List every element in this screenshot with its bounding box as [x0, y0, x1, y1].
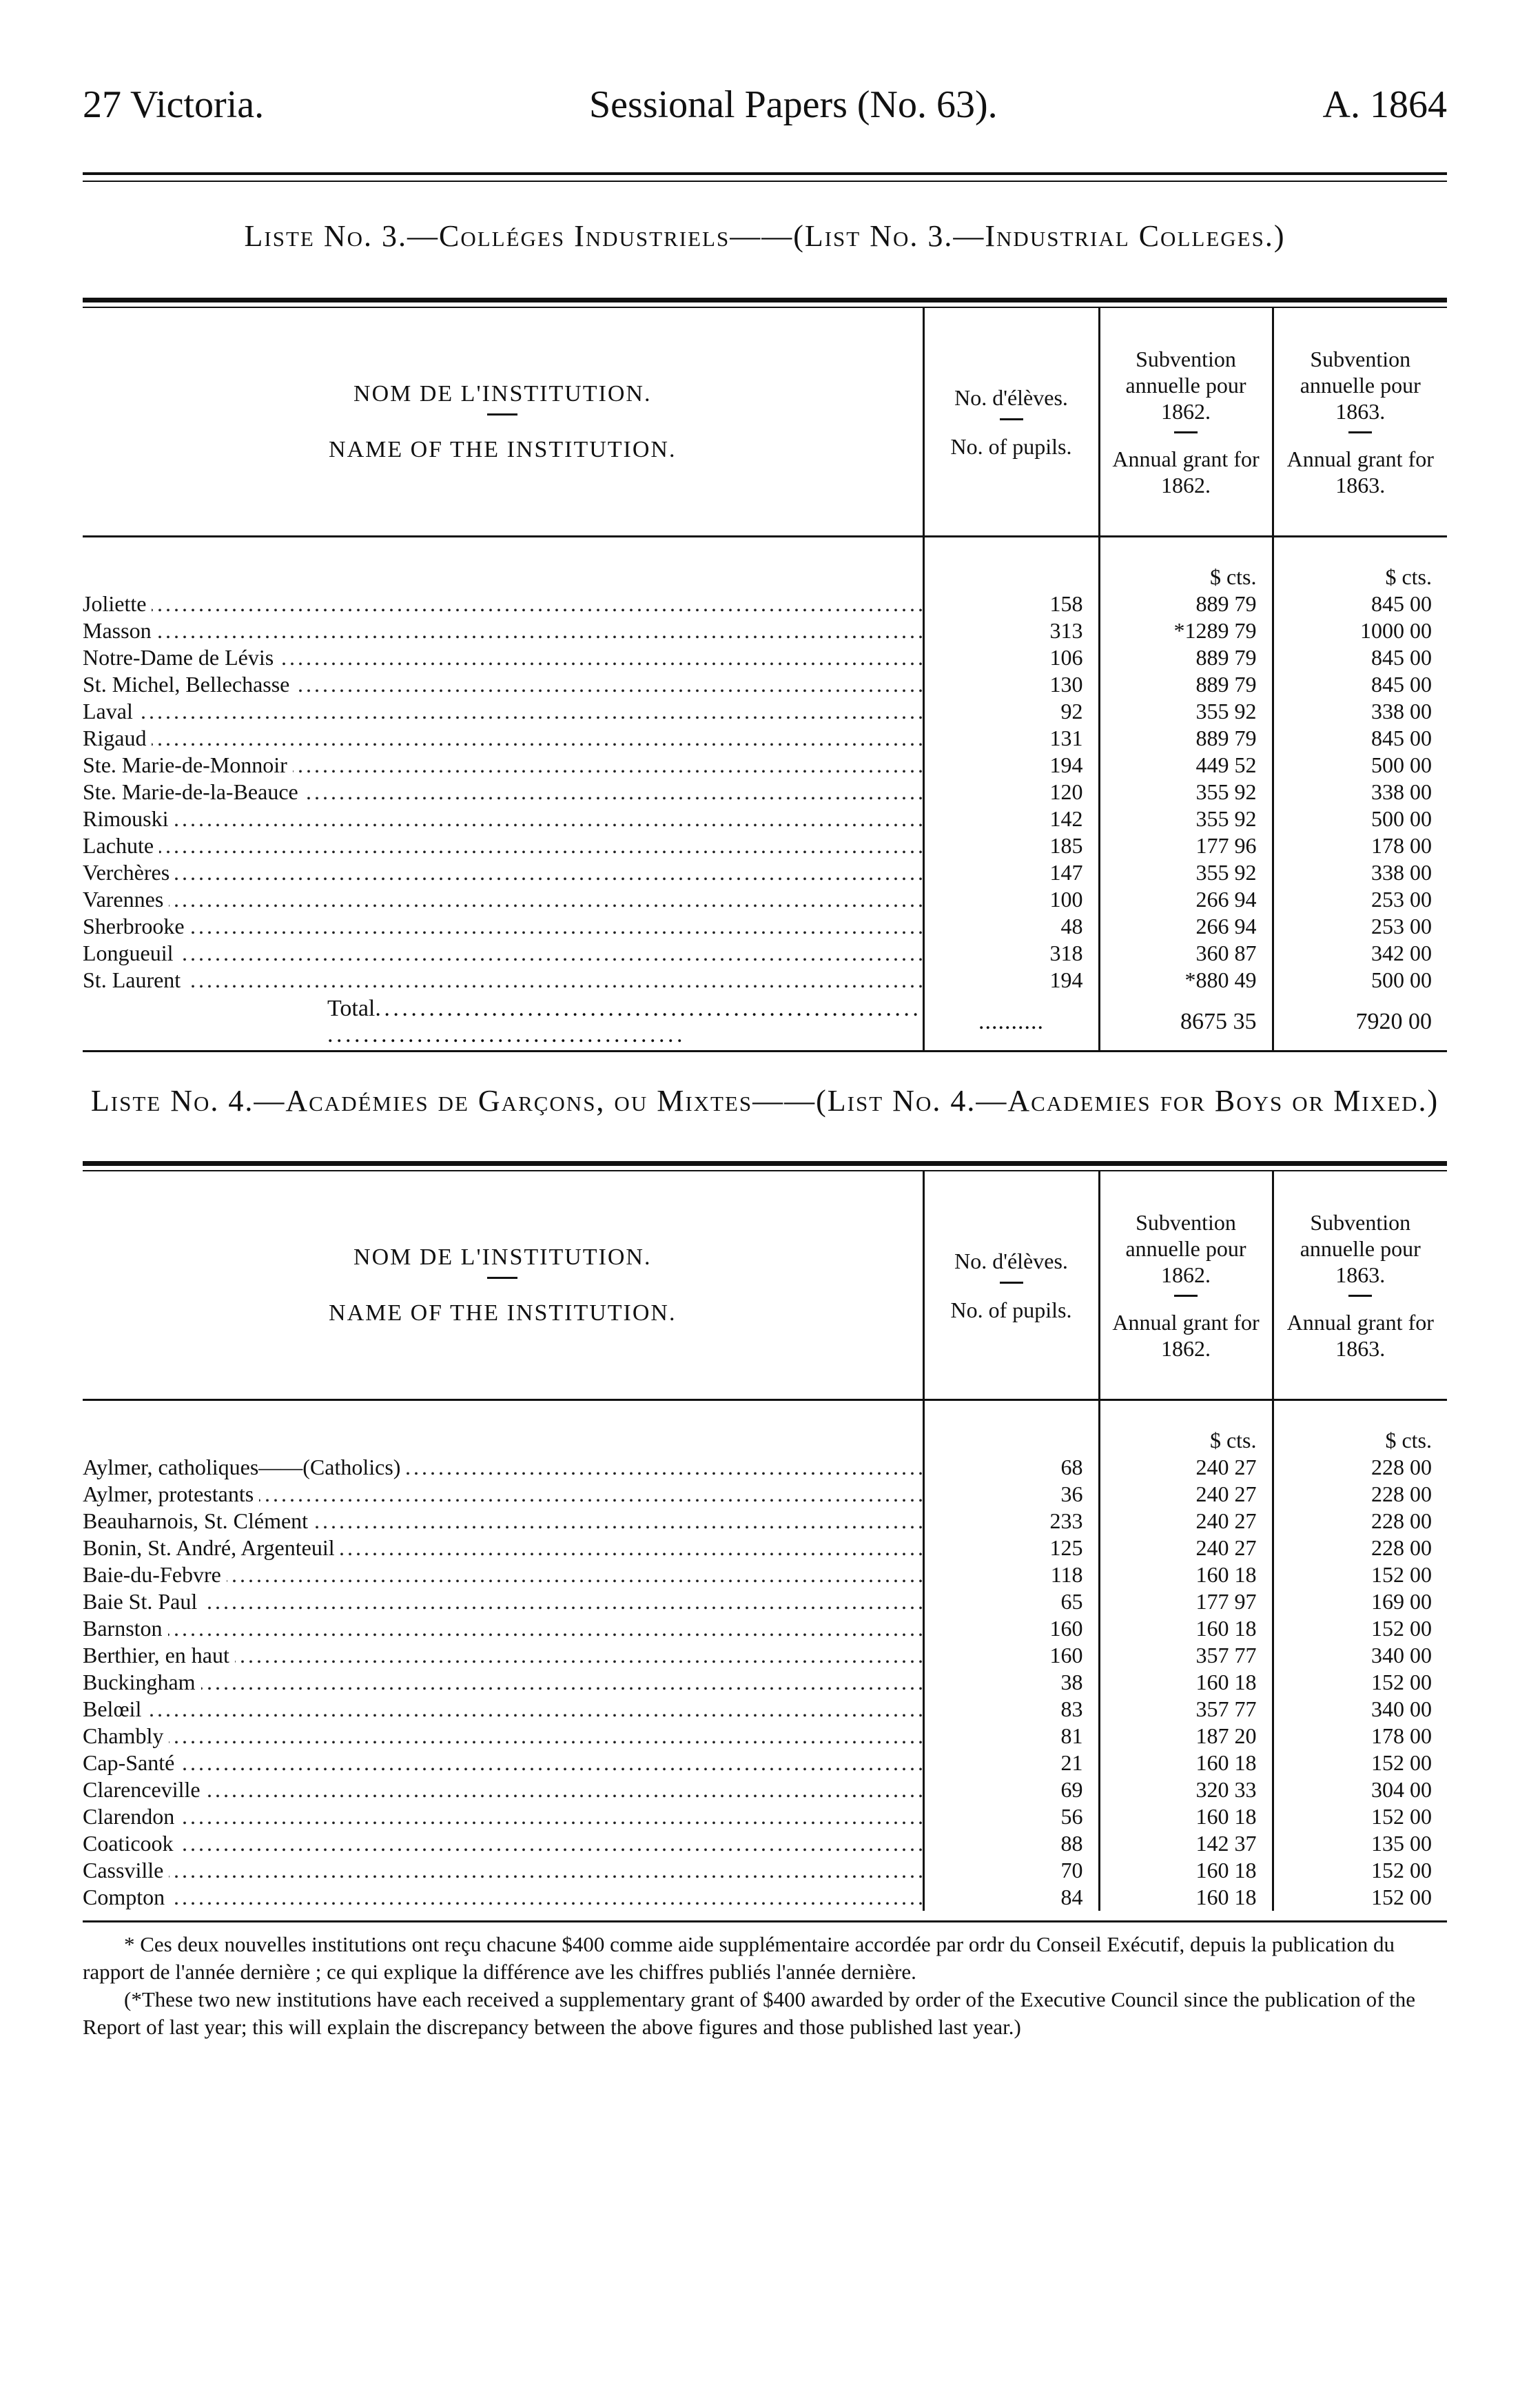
pupils-column-header — [923, 1171, 1099, 1400]
table-row — [83, 779, 1447, 806]
table-row — [83, 1454, 1447, 1481]
pupil-count: 36 — [923, 1481, 1099, 1508]
pupil-count: 185 — [923, 832, 1099, 859]
table-row — [83, 832, 1447, 859]
grant-1862: 320 33 — [1099, 1776, 1273, 1803]
grant-1863: 253 00 — [1273, 913, 1447, 940]
institution-name: Masson . . . — [83, 617, 923, 644]
pupil-count: 68 — [923, 1454, 1099, 1481]
grant-1862: 142 37 — [1099, 1830, 1273, 1857]
table-row — [83, 913, 1447, 940]
grant-1862: 240 27 — [1099, 1481, 1273, 1508]
units-row — [83, 537, 1447, 591]
grant-1862: 177 96 — [1099, 832, 1273, 859]
institution-name: Clarendon . . . — [83, 1803, 923, 1830]
name-column-header — [83, 1171, 923, 1400]
table-row — [83, 725, 1447, 752]
unit-label: $ cts. — [1099, 537, 1273, 591]
list3-title: Liste No. 3.—Colléges Industriels——(List No. 3.—Industrial Colleges.) — [244, 219, 1286, 253]
grant-1862: 889 79 — [1099, 671, 1273, 698]
name-header-en: NAME OF THE INSTITUTION. — [329, 1300, 677, 1326]
table-row — [83, 752, 1447, 779]
grant-1862: *880 49 — [1099, 967, 1273, 994]
grant-1862: 160 18 — [1099, 1561, 1273, 1588]
pupil-count: 38 — [923, 1669, 1099, 1696]
grant-1862: 240 27 — [1099, 1454, 1273, 1481]
table-row — [83, 1776, 1447, 1803]
grant-1863: 152 00 — [1273, 1561, 1447, 1588]
list3-top-rule — [83, 298, 1447, 308]
grant-1862: 177 97 — [1099, 1588, 1273, 1615]
institution-name: Baie-du-Febvre . . . — [83, 1561, 923, 1588]
institution-name: Rigaud . . . — [83, 725, 923, 752]
grant-1863: 178 00 — [1273, 832, 1447, 859]
institution-name: Varennes . . . — [83, 886, 923, 913]
grant-1862: 355 92 — [1099, 859, 1273, 886]
grant-1863: 1000 00 — [1273, 617, 1447, 644]
table-row — [83, 1750, 1447, 1776]
list3-body — [83, 537, 1447, 994]
header-center: Sessional Papers (No. 63). — [589, 83, 998, 126]
institution-name: Sherbrooke . . . — [83, 913, 923, 940]
total-pupils: .......... — [923, 994, 1099, 1050]
institution-name: Bonin, St. André, Argenteuil . . . — [83, 1535, 923, 1561]
institution-name: Ste. Marie-de-Monnoir . . . — [83, 752, 923, 779]
institution-name: Longueuil . . . — [83, 940, 923, 967]
grant-1863: 228 00 — [1273, 1481, 1447, 1508]
grant-1862: 889 79 — [1099, 725, 1273, 752]
table-row — [83, 617, 1447, 644]
grant1863-header-fr: Subvention annuelle pour 1863. — [1300, 346, 1421, 424]
grant-1863: 845 00 — [1273, 644, 1447, 671]
institution-name: Berthier, en haut . . . — [83, 1642, 923, 1669]
pupil-count: 70 — [923, 1857, 1099, 1884]
pupil-count: 81 — [923, 1723, 1099, 1750]
table-row — [83, 671, 1447, 698]
grant1862-column-header — [1099, 308, 1273, 537]
grant-1862: 160 18 — [1099, 1884, 1273, 1911]
table-row — [83, 1884, 1447, 1911]
name-header-fr: NOM DE L'INSTITUTION. — [353, 1244, 652, 1270]
pupil-count: 56 — [923, 1803, 1099, 1830]
table-row — [83, 967, 1447, 994]
pupil-count: 83 — [923, 1696, 1099, 1723]
pupil-count: 194 — [923, 752, 1099, 779]
total-grant1862: 8675 35 — [1099, 994, 1273, 1050]
grant-1862: 266 94 — [1099, 886, 1273, 913]
table-row — [83, 1830, 1447, 1857]
table-row — [83, 1535, 1447, 1561]
grant-1862: 355 92 — [1099, 779, 1273, 806]
pupil-count: 318 — [923, 940, 1099, 967]
pupil-count: 125 — [923, 1535, 1099, 1561]
grant-1862: 360 87 — [1099, 940, 1273, 967]
grant-1863: 500 00 — [1273, 967, 1447, 994]
footnote — [83, 1931, 1447, 2041]
institution-name: Cap-Santé . . . — [83, 1750, 923, 1776]
institution-name: Coaticook . . . — [83, 1830, 923, 1857]
table-row — [83, 1723, 1447, 1750]
header-left: 27 Victoria. — [83, 83, 265, 126]
pupil-count: 21 — [923, 1750, 1099, 1776]
institution-name: Cassville . . . — [83, 1857, 923, 1884]
grant-1862: 355 92 — [1099, 698, 1273, 725]
institution-name: Compton . . . — [83, 1884, 923, 1911]
name-header-en: NAME OF THE INSTITUTION. — [329, 436, 677, 462]
pupils-header-en: No. of pupils. — [950, 1297, 1072, 1322]
table-row — [83, 1857, 1447, 1884]
unit-label: $ cts. — [1273, 1400, 1447, 1455]
grant-1863: 152 00 — [1273, 1750, 1447, 1776]
grant-1862: *1289 79 — [1099, 617, 1273, 644]
pupil-count: 142 — [923, 806, 1099, 832]
table-row — [83, 859, 1447, 886]
list4-table — [83, 1171, 1447, 1911]
institution-name: Lachute . . . — [83, 832, 923, 859]
name-header-fr: NOM DE L'INSTITUTION. — [353, 380, 652, 407]
list4-top-rule — [83, 1161, 1447, 1171]
grant-1863: 340 00 — [1273, 1642, 1447, 1669]
pupil-count: 69 — [923, 1776, 1099, 1803]
grant-1863: 152 00 — [1273, 1615, 1447, 1642]
total-row: Total. . . . . . . . . . . . . . . . . . . . . . . . . . . . . . . . . . . . . . . . . . . . . . . . . . . . . . . . . . . . . . . . . . . . . . . . . . . . . . . . . . . . . . . . . . . . . . . . . . . . . .......... 8675 35 7920 00 — [83, 994, 1447, 1050]
grant-1863: 152 00 — [1273, 1884, 1447, 1911]
institution-name: Aylmer, protestants . . . — [83, 1481, 923, 1508]
institution-name: St. Michel, Bellechasse . . . — [83, 671, 923, 698]
grant-1862: 889 79 — [1099, 591, 1273, 617]
pupil-count: 160 — [923, 1642, 1099, 1669]
list3-bottom-rule — [83, 1050, 1447, 1052]
institution-name: Laval . . . — [83, 698, 923, 725]
institution-name: Ste. Marie-de-la-Beauce . . . — [83, 779, 923, 806]
grant-1862: 357 77 — [1099, 1642, 1273, 1669]
institution-name: Barnston . . . — [83, 1615, 923, 1642]
grant-1862: 187 20 — [1099, 1723, 1273, 1750]
institution-name: Beauharnois, St. Clément . . . — [83, 1508, 923, 1535]
footnote-english: (*These two new institutions have each received a supplementary grant of $400 awarded by order of the Executive Council since the publication of the Report of last year; this will explain the discrepancy between the above figures and those published last year.) — [83, 1987, 1416, 2039]
pupil-count: 158 — [923, 591, 1099, 617]
pupil-count: 147 — [923, 859, 1099, 886]
grant-1863: 845 00 — [1273, 725, 1447, 752]
grant-1863: 135 00 — [1273, 1830, 1447, 1857]
table-row — [83, 1642, 1447, 1669]
institution-name: St. Laurent . . . — [83, 967, 923, 994]
table-row — [83, 1615, 1447, 1642]
grant-1862: 240 27 — [1099, 1508, 1273, 1535]
unit-label: $ cts. — [1099, 1400, 1273, 1455]
total-grant1863: 7920 00 — [1273, 994, 1447, 1050]
grant-1863: 500 00 — [1273, 806, 1447, 832]
grant-1863: 152 00 — [1273, 1669, 1447, 1696]
grant-1863: 845 00 — [1273, 671, 1447, 698]
institution-name: Chambly . . . — [83, 1723, 923, 1750]
grant-1863: 340 00 — [1273, 1696, 1447, 1723]
grant-1862: 160 18 — [1099, 1669, 1273, 1696]
total-label: Total — [327, 996, 376, 1021]
grant-1863: 500 00 — [1273, 752, 1447, 779]
grant1862-column-header — [1099, 1171, 1273, 1400]
institution-name: Rimouski . . . — [83, 806, 923, 832]
pupil-count: 313 — [923, 617, 1099, 644]
pupil-count: 92 — [923, 698, 1099, 725]
pupil-count: 233 — [923, 1508, 1099, 1535]
grant1863-header-en: Annual grant for 1863. — [1286, 446, 1434, 498]
grant-1863: 342 00 — [1273, 940, 1447, 967]
pupil-count: 88 — [923, 1830, 1099, 1857]
list4-body — [83, 1400, 1447, 1911]
table-row — [83, 644, 1447, 671]
table-row — [83, 1481, 1447, 1508]
table-row — [83, 806, 1447, 832]
institution-name: Notre-Dame de Lévis . . . — [83, 644, 923, 671]
grant-1863: 338 00 — [1273, 779, 1447, 806]
pupil-count: 194 — [923, 967, 1099, 994]
grant1862-header-fr: Subvention annuelle pour 1862. — [1125, 346, 1246, 424]
grant-1863: 253 00 — [1273, 886, 1447, 913]
grant-1862: 449 52 — [1099, 752, 1273, 779]
table-row — [83, 591, 1447, 617]
grant1862-header-en: Annual grant for 1862. — [1112, 446, 1260, 498]
grant1863-header-en: Annual grant for 1863. — [1286, 1309, 1434, 1361]
list4-title: Liste No. 4.—Académies de Garçons, ou Mixtes——(List No. 4.—Academies for Boys or Mixed.) — [90, 1084, 1439, 1118]
grant-1862: 357 77 — [1099, 1696, 1273, 1723]
grant-1863: 169 00 — [1273, 1588, 1447, 1615]
grant-1862: 160 18 — [1099, 1615, 1273, 1642]
table-row — [83, 1696, 1447, 1723]
table-row — [83, 1588, 1447, 1615]
pupil-count: 131 — [923, 725, 1099, 752]
institution-name: Verchères . . . — [83, 859, 923, 886]
grant1862-header-en: Annual grant for 1862. — [1112, 1309, 1260, 1361]
grant-1863: 338 00 — [1273, 698, 1447, 725]
institution-name: Aylmer, catholiques——(Catholics) . . . — [83, 1454, 923, 1481]
footnote-french: * Ces deux nouvelles institutions ont reçu chacune $400 comme aide supplémentaire accordée par ordr du Conseil Exécutif, depuis la publication du rapport de l'année dernière ; ce qui explique la différence ave les chiffres publiés l'année dernière. — [83, 1932, 1395, 1984]
grant1863-header-fr: Subvention annuelle pour 1863. — [1300, 1209, 1421, 1287]
pupil-count: 118 — [923, 1561, 1099, 1588]
table-row — [83, 1669, 1447, 1696]
pupil-count: 130 — [923, 671, 1099, 698]
grant-1863: 228 00 — [1273, 1508, 1447, 1535]
grant-1863: 178 00 — [1273, 1723, 1447, 1750]
grant1863-column-header — [1273, 308, 1447, 537]
institution-name: Buckingham . . . — [83, 1669, 923, 1696]
list3-table — [83, 308, 1447, 1050]
grant-1863: 845 00 — [1273, 591, 1447, 617]
header-right: A. 1864 — [1322, 83, 1447, 126]
grant-1863: 304 00 — [1273, 1776, 1447, 1803]
name-column-header — [83, 308, 923, 537]
pupil-count: 65 — [923, 1588, 1099, 1615]
grant-1862: 160 18 — [1099, 1750, 1273, 1776]
running-header — [83, 83, 1447, 145]
grant-1862: 240 27 — [1099, 1535, 1273, 1561]
institution-name: Clarenceville . . . — [83, 1776, 923, 1803]
pupil-count: 106 — [923, 644, 1099, 671]
pupils-column-header — [923, 308, 1099, 537]
grant-1863: 228 00 — [1273, 1535, 1447, 1561]
institution-name: Baie St. Paul . . . — [83, 1588, 923, 1615]
table-row — [83, 1803, 1447, 1830]
grant1862-header-fr: Subvention annuelle pour 1862. — [1125, 1209, 1246, 1287]
pupils-header-fr: No. d'élèves. — [954, 1248, 1068, 1273]
pupil-count: 48 — [923, 913, 1099, 940]
table-row — [83, 1508, 1447, 1535]
header-rule — [83, 172, 1447, 182]
table-row — [83, 1561, 1447, 1588]
unit-label: $ cts. — [1273, 537, 1447, 591]
document-page — [83, 83, 1447, 2041]
grant-1863: 338 00 — [1273, 859, 1447, 886]
grant-1862: 266 94 — [1099, 913, 1273, 940]
units-row — [83, 1400, 1447, 1455]
pupil-count: 120 — [923, 779, 1099, 806]
table-row — [83, 698, 1447, 725]
grant-1863: 152 00 — [1273, 1803, 1447, 1830]
grant-1862: 160 18 — [1099, 1857, 1273, 1884]
institution-name: Joliette . . . — [83, 591, 923, 617]
grant-1862: 355 92 — [1099, 806, 1273, 832]
table-row — [83, 886, 1447, 913]
institution-name: Belœil . . . — [83, 1696, 923, 1723]
grant-1863: 152 00 — [1273, 1857, 1447, 1884]
grant-1862: 889 79 — [1099, 644, 1273, 671]
pupil-count: 84 — [923, 1884, 1099, 1911]
grant-1863: 228 00 — [1273, 1454, 1447, 1481]
pupil-count: 100 — [923, 886, 1099, 913]
grant1863-column-header — [1273, 1171, 1447, 1400]
pupil-count: 160 — [923, 1615, 1099, 1642]
pupils-header-fr: No. d'élèves. — [954, 384, 1068, 410]
footnote-rule — [83, 1920, 1447, 1922]
pupils-header-en: No. of pupils. — [950, 433, 1072, 459]
grant-1862: 160 18 — [1099, 1803, 1273, 1830]
table-row — [83, 940, 1447, 967]
